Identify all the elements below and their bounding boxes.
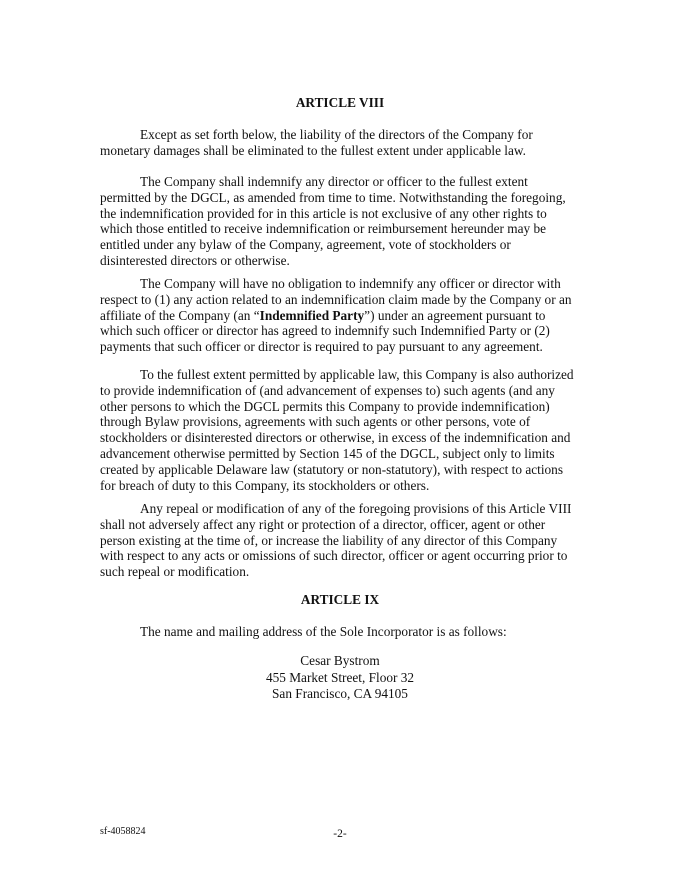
indemnified-party-term: Indemnified Party bbox=[259, 307, 365, 323]
incorporator-name: Cesar Bystrom bbox=[300, 653, 380, 668]
article-viii-paragraph-3 bbox=[100, 276, 578, 355]
article-ix-paragraph-1: The name and mailing address of the Sole Incorporator is as follows: bbox=[140, 624, 507, 639]
article-viii-heading: ARTICLE VIII bbox=[295, 95, 385, 110]
page-number: -2- bbox=[333, 828, 347, 840]
paragraph-3-text-before: The Company will have no obligation to indemnify any officer or director with respect to (1) any action related to an indemnification claim made by the Company or an affiliate of the Company (an “ bbox=[100, 276, 572, 323]
article-viii-paragraph-4: To the fullest extent permitted by applicable law, this Company is also authorized to provide indemnification of (and advancement of expenses to) such agents (and any other persons to which the DGCL permits this Company to provide indemnification) through Bylaw provisions, agreements with such agents or other persons, vote of stockholders or disinterested directors or otherwise, in excess of the indemnification and advancement otherwise permitted by Section 145 of the DGCL, subject only to limits created by applicable Delaware law (statutory or non-statutory), with respect to actions for breach of duty to this Company, its stockholders or others. bbox=[100, 367, 574, 493]
article-ix-heading: ARTICLE IX bbox=[300, 592, 380, 607]
incorporator-address bbox=[0, 653, 680, 703]
article-viii-paragraph-1: Except as set forth below, the liability of the directors of the Company for monetary damages shall be eliminated to the fullest extent under applicable law. bbox=[100, 127, 533, 158]
document-id: sf-4058824 bbox=[100, 826, 146, 837]
article-viii-paragraph-5: Any repeal or modification of any of the foregoing provisions of this Article VIII shall not adversely affect any right or protection of a director, officer, agent or other person existing at the time of, or increase the liability of any director of this Company with respect to any acts or omissions of such director, officer or agent occurring prior to such repeal or modification. bbox=[100, 501, 572, 580]
incorporator-street: 455 Market Street, Floor 32 bbox=[265, 669, 415, 685]
paragraph-3-text-after: ”) under an agreement pursuant to which such officer or director has agreed to indemnify such Indemnified Party or (2) payments that such officer or director is required to pay pursuant to any agreement. bbox=[100, 307, 550, 355]
incorporator-city: San Francisco, CA 94105 bbox=[272, 686, 408, 701]
article-viii-paragraph-2: The Company shall indemnify any director or officer to the fullest extent permitted by the DGCL, as amended from time to time. Notwithstanding the foregoing, the indemnification provided for in this article is not exclusive of any other rights to which those entitled to receive indemnification or reimbursement hereunder may be entitled under any bylaw of the Company, agreement, vote of stockholders or disinterested directors or otherwise. bbox=[100, 174, 566, 268]
